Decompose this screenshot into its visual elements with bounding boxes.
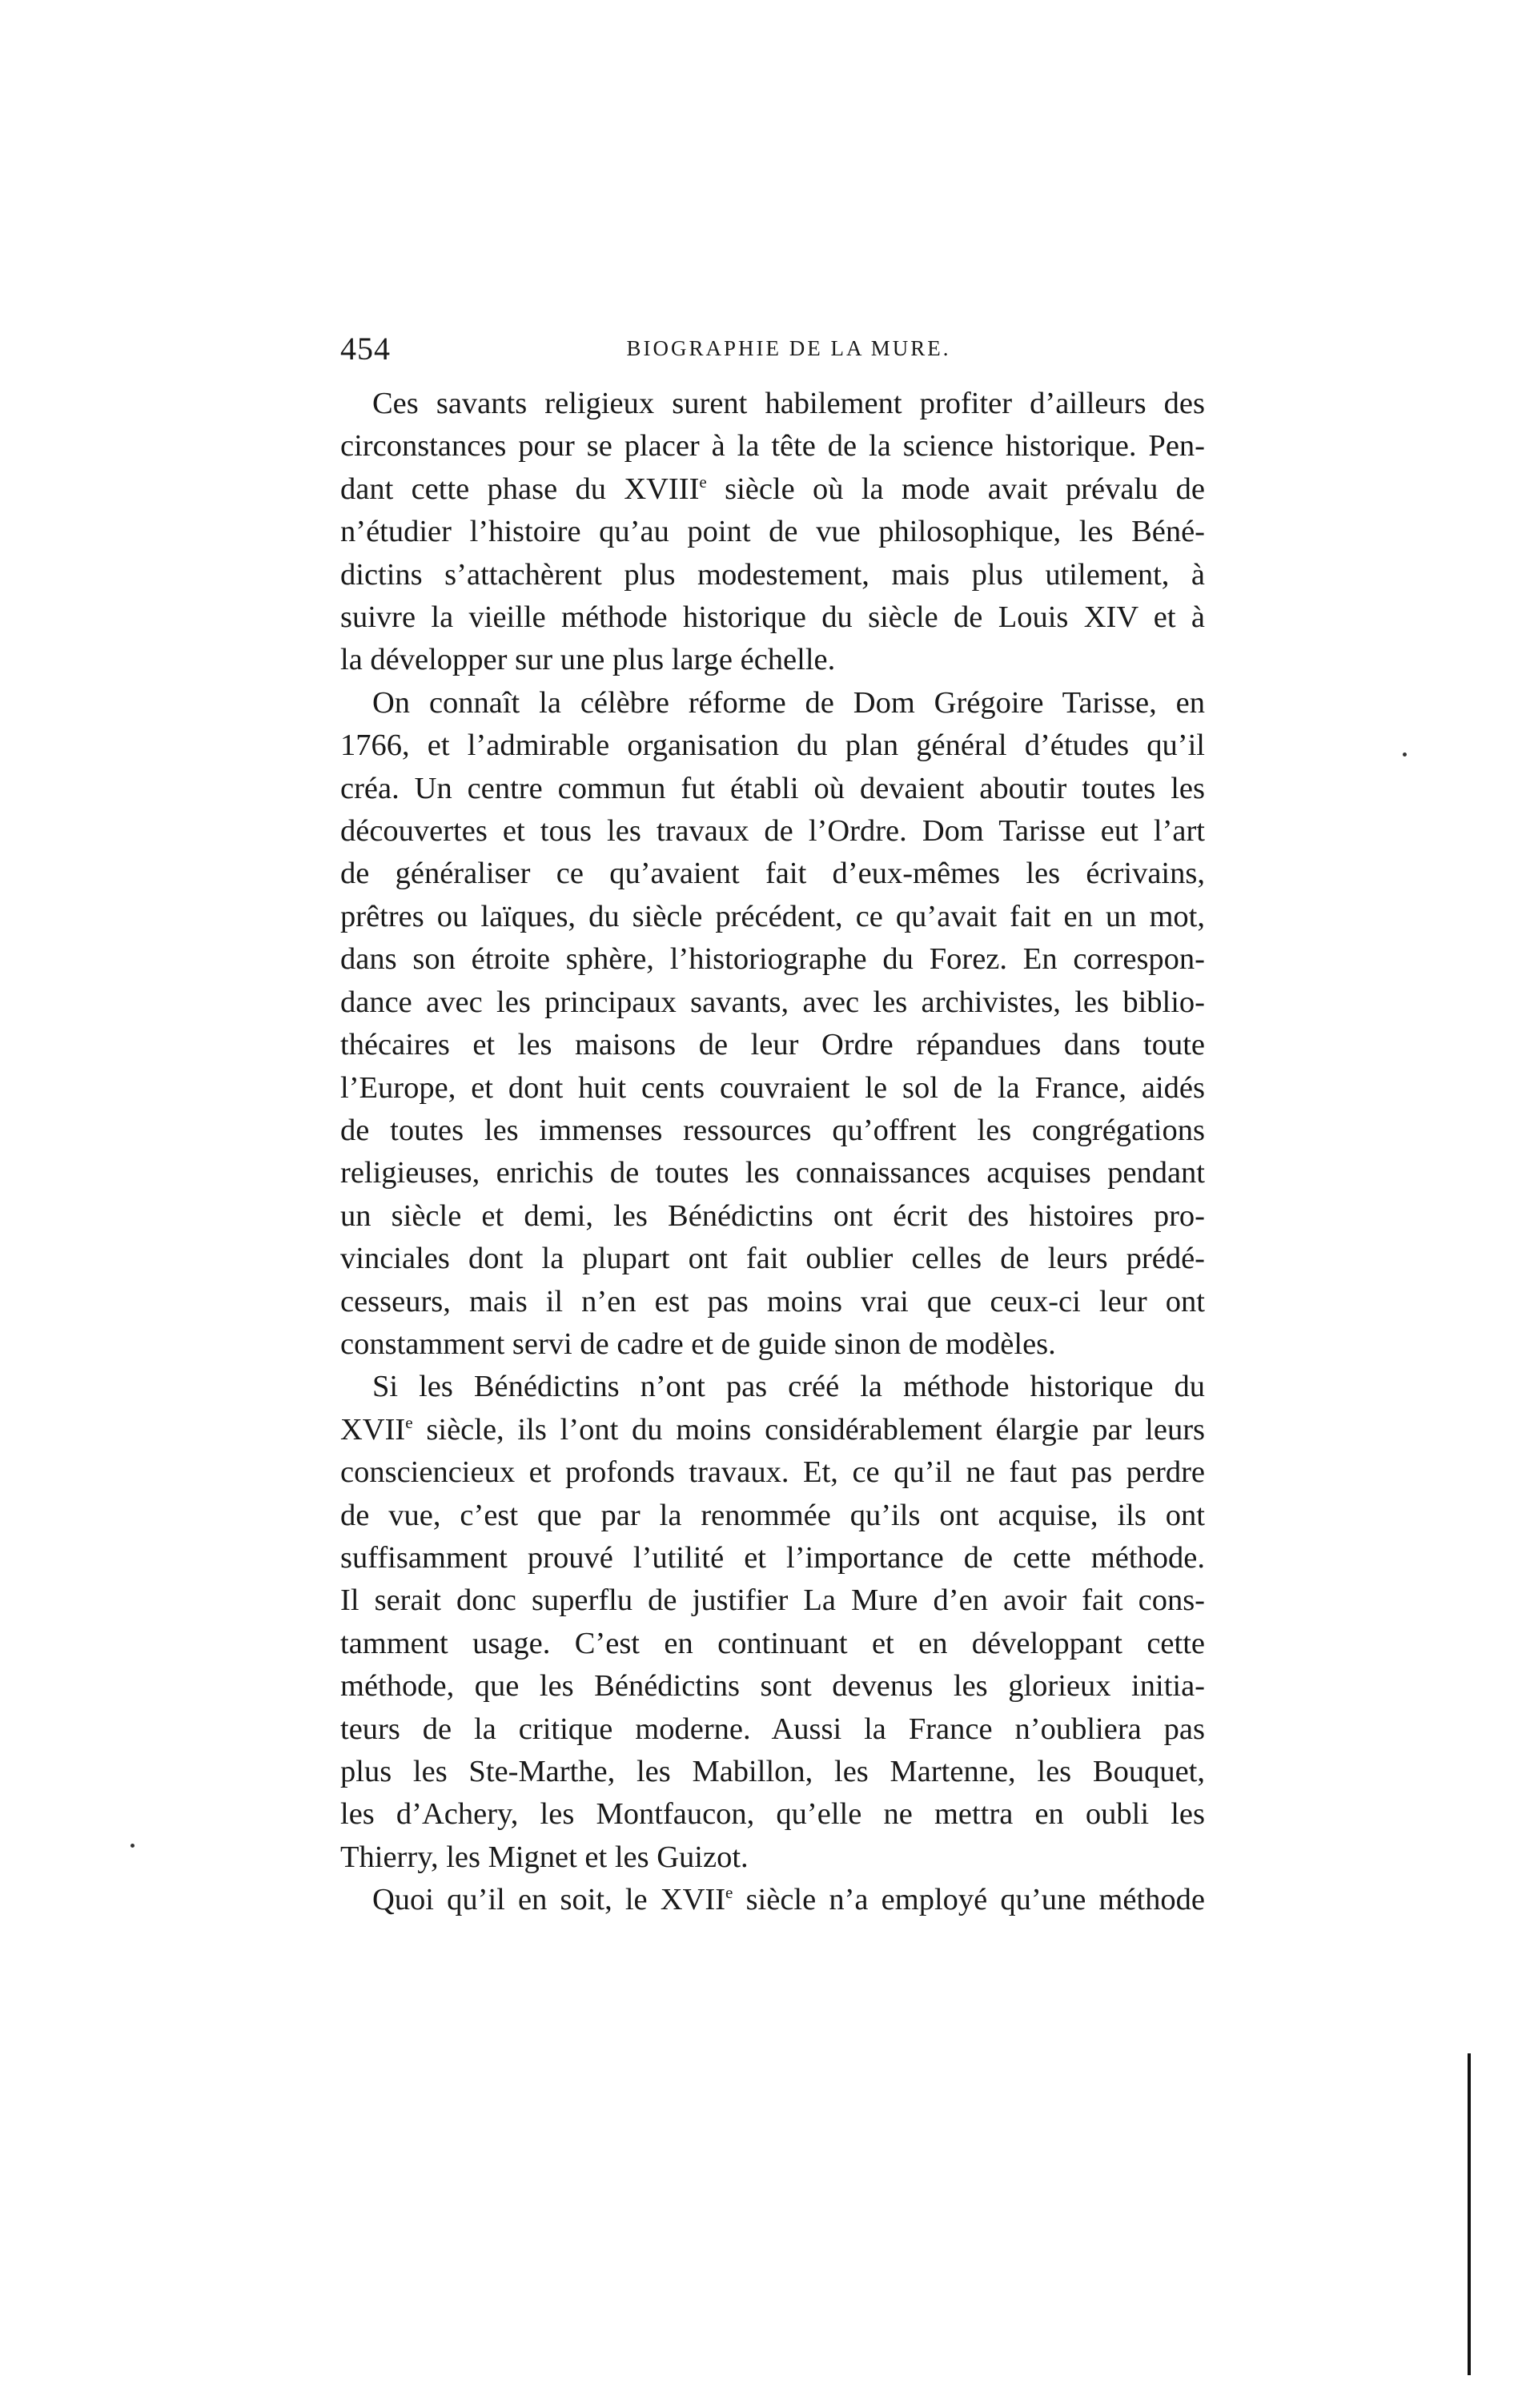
text-line: dictins s’attachèrent plus modestement, mais plus utilement, à xyxy=(340,557,1205,592)
text-line: suivre la vieille méthode historique du siècle de Louis XIV et à xyxy=(340,600,1205,635)
text-line: méthode, que les Bénédictins sont devenus les glorieux initia- xyxy=(340,1669,1205,1704)
text-line: prêtres ou laïques, du siècle précédent, ce qu’avait fait en un mot, xyxy=(340,899,1205,933)
text-line: tamment usage. C’est en continuant et en développant cette xyxy=(340,1626,1205,1660)
text-line: 1766, et l’admirable organisation du plan général d’études qu’il xyxy=(340,728,1205,763)
text-line: de toutes les immenses ressources qu’offrent les congrégations xyxy=(340,1113,1205,1147)
text-line: Si les Bénédictins n’ont pas créé la méthode historique du xyxy=(372,1370,1205,1404)
running-title: BIOGRAPHIE DE LA MURE. xyxy=(626,336,951,360)
paragraph-1 xyxy=(340,383,1205,682)
text-line: dance avec les principaux savants, avec les archivistes, les biblio- xyxy=(340,985,1205,1019)
text-line: On connaît la célèbre réforme de Dom Grégoire Tarisse, en xyxy=(372,685,1205,720)
text-line: constamment servi de cadre et de guide sinon de modèles. xyxy=(340,1326,1056,1361)
ink-speck xyxy=(131,1844,135,1848)
text-line: suffisamment prouvé l’utilité et l’importance de cette méthode. xyxy=(340,1540,1205,1575)
text-line: Thierry, les Mignet et les Guizot. xyxy=(340,1840,749,1874)
text-line: dans son étroite sphère, l’historiographe du Forez. En correspon- xyxy=(340,942,1205,977)
text-line: l’Europe, et dont huit cents couvraient le sol de la France, aidés xyxy=(340,1070,1205,1105)
text-line: circonstances pour se placer à la tête de la science historique. Pen- xyxy=(340,429,1205,464)
text-line: consciencieux et profonds travaux. Et, ce qu’il ne faut pas perdre xyxy=(340,1455,1205,1490)
text-line: de généraliser ce qu’avaient fait d’eux-mêmes les écrivains, xyxy=(340,857,1205,891)
text-line: créa. Un centre commun fut établi où devaient aboutir toutes les xyxy=(340,771,1205,805)
text-line: les d’Achery, les Montfaucon, qu’elle ne mettra en oubli les xyxy=(340,1797,1205,1832)
text-line: Ces savants religieux surent habilement profiter d’ailleurs des xyxy=(372,387,1205,420)
text-line: Il serait donc superflu de justifier La Mure d’en avoir fait cons- xyxy=(340,1583,1205,1618)
text-line: la développer sur une plus large échelle. xyxy=(340,643,836,677)
page-number: 454 xyxy=(340,331,391,367)
text-line: plus les Ste-Marthe, les Mabillon, les Martenne, les Bouquet, xyxy=(340,1755,1205,1788)
text-line: religieuses, enrichis de toutes les connaissances acquises pendant xyxy=(340,1156,1205,1190)
ink-speck xyxy=(1403,752,1407,757)
text-line: thécaires et les maisons de leur Ordre répandues dans toute xyxy=(340,1028,1205,1062)
paragraph-3 xyxy=(340,1366,1205,1879)
text-line: Quoi qu’il en soit, le XVIIe siècle n’a employé qu’une méthode xyxy=(372,1883,1205,1917)
margin-scan-line xyxy=(1468,2053,1471,2375)
text-line: dant cette phase du XVIIIe siècle où la mode avait prévalu de xyxy=(340,472,1206,506)
text-line: n’étudier l’histoire qu’au point de vue philosophique, les Béné- xyxy=(340,515,1205,549)
text-line: de vue, c’est que par la renommée qu’ils ont acquise, ils ont xyxy=(340,1498,1205,1532)
text-line: cesseurs, mais il n’en est pas moins vrai que ceux-ci leur ont xyxy=(340,1284,1205,1318)
text-line: XVIIe siècle, ils l’ont du moins considérablement élargie par leurs xyxy=(340,1412,1205,1447)
text-line: vinciales dont la plupart ont fait oublier celles de leurs prédé- xyxy=(340,1242,1205,1276)
paragraph-2 xyxy=(340,682,1205,1367)
paragraph-4 xyxy=(340,1879,1205,1921)
running-head xyxy=(340,330,1205,370)
text-line: découvertes et tous les travaux de l’Ordre. Dom Tarisse eut l’art xyxy=(340,814,1205,849)
text-line: un siècle et demi, les Bénédictins ont écrit des histoires pro- xyxy=(340,1198,1205,1233)
body-text xyxy=(340,383,1205,1922)
text-line: teurs de la critique moderne. Aussi la France n’oubliera pas xyxy=(340,1712,1205,1746)
